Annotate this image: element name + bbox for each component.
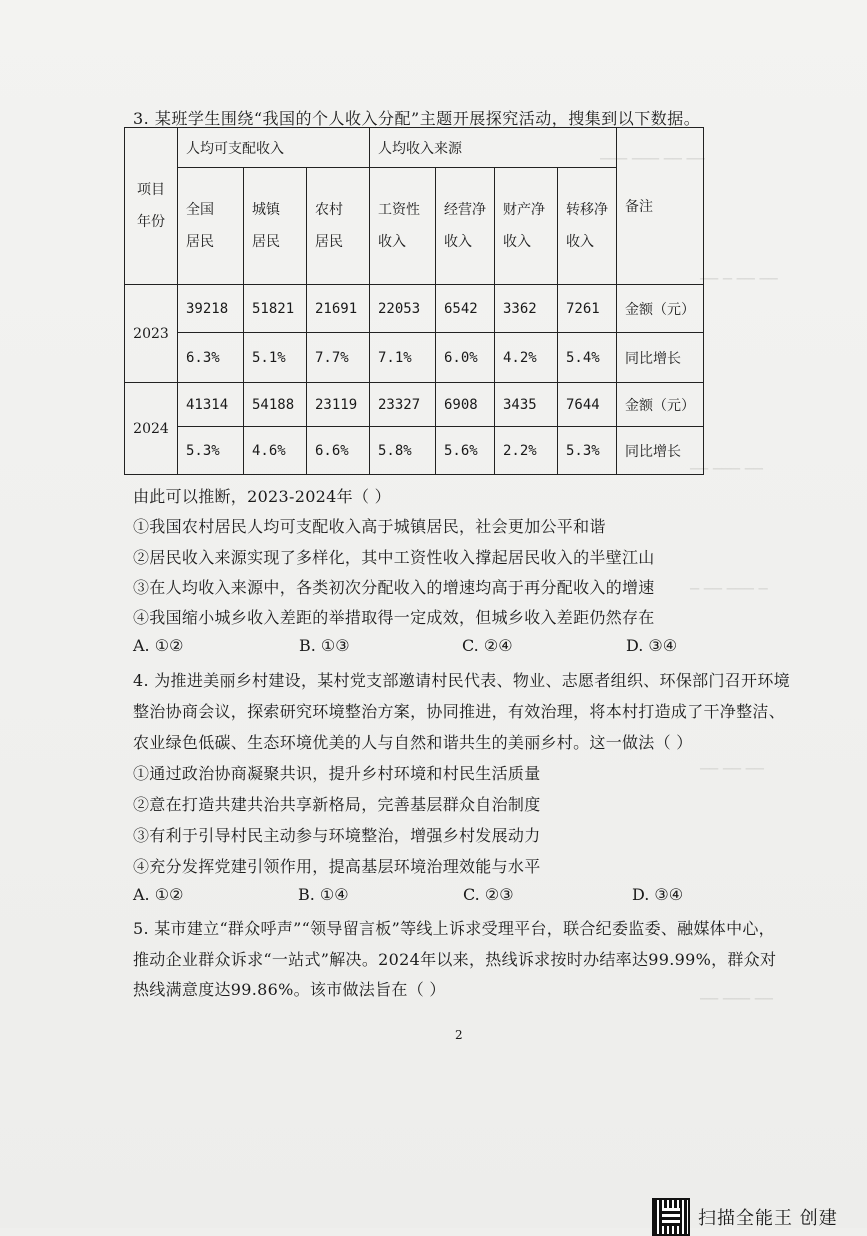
question-3-option-d[interactable]: D. ③④ <box>626 636 678 655</box>
question-3-option-a[interactable]: A. ①② <box>133 636 184 655</box>
question-4-option-b[interactable]: B. ①④ <box>298 885 349 904</box>
scanner-watermark <box>652 1198 838 1236</box>
qr-code-icon <box>652 1198 690 1236</box>
question-4-stem-line: 农业绿色低碳、生态环境优美的人与自然和谐共生的美丽乡村。这一做法（ ） <box>133 733 693 752</box>
question-3-statement: ①我国农村居民人均可支配收入高于城镇居民，社会更加公平和谐 <box>133 517 606 536</box>
bleed-through-text: ── ── ── <box>700 760 764 778</box>
table-cell: 6.0% <box>436 333 495 383</box>
question-4-statement: ③有利于引导村民主动参与环境整治，增强乡村发展动力 <box>133 826 541 845</box>
question-3-option-c[interactable]: C. ②④ <box>462 636 513 655</box>
question-4-statement: ④充分发挥党建引领作用，提高基层环境治理效能与水平 <box>133 857 541 876</box>
subheader-national: 全国 居民 <box>178 168 244 285</box>
remark-cell: 同比增长 <box>617 333 704 383</box>
subheader-transfer: 转移净 收入 <box>558 168 617 285</box>
header-item-year: 项目 年份 <box>125 128 178 285</box>
table-cell: 7.1% <box>370 333 436 383</box>
scanner-app-label: 扫描全能王 创建 <box>698 1208 838 1229</box>
subheader-property: 财产净 收入 <box>495 168 558 285</box>
question-4-option-d[interactable]: D. ③④ <box>632 885 684 904</box>
bleed-through-text: ── ─── ── <box>690 460 763 478</box>
table-cell: 22053 <box>370 285 436 333</box>
bleed-through-text: ─── ─── ── ── <box>600 150 705 168</box>
question-4-option-c[interactable]: C. ②③ <box>463 885 514 904</box>
header-income-source: 人均收入来源 <box>370 128 617 168</box>
remark-cell: 同比增长 <box>617 427 704 475</box>
table-cell: 5.3% <box>178 427 244 475</box>
subheader-rural: 农村 居民 <box>307 168 370 285</box>
table-cell: 23327 <box>370 383 436 427</box>
table-cell: 2.2% <box>495 427 558 475</box>
year-cell: 2023 <box>125 285 178 383</box>
subheader-wage: 工资性 收入 <box>370 168 436 285</box>
table-cell: 4.6% <box>244 427 307 475</box>
table-cell: 5.6% <box>436 427 495 475</box>
question-4-option-a[interactable]: A. ①② <box>133 885 184 904</box>
question-3-option-b[interactable]: B. ①③ <box>299 636 350 655</box>
table-cell: 7.7% <box>307 333 370 383</box>
page-number: 2 <box>455 1028 463 1042</box>
table-cell: 5.4% <box>558 333 617 383</box>
question-3-statement: ②居民收入来源实现了多样化，其中工资性收入撑起居民收入的半壁江山 <box>133 548 655 567</box>
table-cell: 5.3% <box>558 427 617 475</box>
table-cell: 54188 <box>244 383 307 427</box>
question-4-stem-line: 整治协商会议，探索研究环境整治方案，协同推进，有效治理，将本村打造成了干净整洁、 <box>133 702 786 721</box>
remark-cell: 金额（元） <box>617 285 704 333</box>
table-cell: 5.1% <box>244 333 307 383</box>
question-3-statement: ④我国缩小城乡收入差距的举措取得一定成效，但城乡收入差距仍然存在 <box>133 608 655 627</box>
table-cell: 7644 <box>558 383 617 427</box>
bleed-through-text: ── ─── ── <box>700 990 773 1008</box>
question-5-stem-line: 推动企业群众诉求“一站式”解决。2024年以来，热线诉求按时办结率达99.99%，群众对 <box>133 950 777 969</box>
table-cell: 6542 <box>436 285 495 333</box>
table-cell: 41314 <box>178 383 244 427</box>
question-3-statement: ③在人均收入来源中，各类初次分配收入的增速均高于再分配收入的增速 <box>133 578 655 597</box>
table-cell: 39218 <box>178 285 244 333</box>
question-3-stem: 3. 某班学生围绕“我国的个人收入分配”主题开展探究活动，搜集到以下数据。 <box>133 109 701 128</box>
question-4-stem-line: 4. 为推进美丽乡村建设，某村党支部邀请村民代表、物业、志愿者组织、环保部门召开环境 <box>133 671 790 690</box>
bleed-through-text: ── ─ ── ── <box>700 270 778 288</box>
remark-cell: 金额（元） <box>617 383 704 427</box>
table-cell: 6908 <box>436 383 495 427</box>
table-cell: 21691 <box>307 285 370 333</box>
table-cell: 51821 <box>244 285 307 333</box>
question-4-statement: ①通过政治协商凝聚共识，提升乡村环境和村民生活质量 <box>133 764 541 783</box>
table-cell: 7261 <box>558 285 617 333</box>
year-cell: 2024 <box>125 383 178 475</box>
table-cell: 3435 <box>495 383 558 427</box>
bleed-through-text: ─ ── ─── ─ <box>690 580 768 598</box>
table-cell: 4.2% <box>495 333 558 383</box>
table-cell: 23119 <box>307 383 370 427</box>
table-cell: 5.8% <box>370 427 436 475</box>
question-5-stem-line: 5. 某市建立“群众呼声”“领导留言板”等线上诉求受理平台，联合纪委监委、融媒体中心， <box>133 919 775 938</box>
table-cell: 6.3% <box>178 333 244 383</box>
header-disposable-income: 人均可支配收入 <box>178 128 370 168</box>
header-remark: 备注 <box>617 128 704 285</box>
table-cell: 6.6% <box>307 427 370 475</box>
table-cell: 3362 <box>495 285 558 333</box>
question-5-stem-line: 热线满意度达99.86%。该市做法旨在（ ） <box>133 980 446 999</box>
question-4-statement: ②意在打造共建共治共享新格局，完善基层群众自治制度 <box>133 795 541 814</box>
question-3-prompt: 由此可以推断，2023-2024年（ ） <box>133 487 391 506</box>
subheader-business: 经营净 收入 <box>436 168 495 285</box>
income-data-table <box>124 127 704 475</box>
subheader-urban: 城镇 居民 <box>244 168 307 285</box>
